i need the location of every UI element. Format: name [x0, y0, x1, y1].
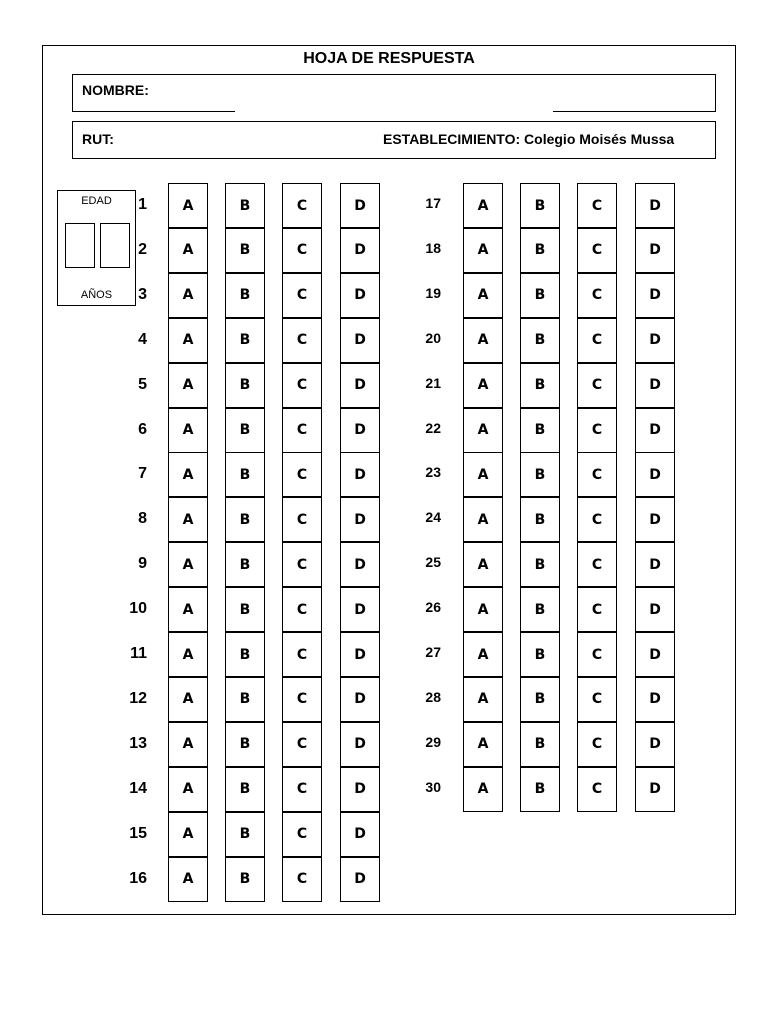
question-number-7: 7	[138, 465, 147, 483]
question-number-24: 24	[425, 509, 441, 526]
answer-option-28-c[interactable]: C	[577, 677, 617, 722]
question-number-14: 14	[129, 779, 147, 797]
answer-option-7-d[interactable]: D	[340, 452, 380, 497]
answer-option-7-c[interactable]: C	[282, 452, 322, 497]
answer-option-9-a[interactable]: A	[168, 542, 208, 587]
answer-option-16-a[interactable]: A	[168, 857, 208, 902]
age-top-label: EDAD	[81, 195, 112, 207]
question-number-22: 22	[425, 419, 441, 436]
answer-option-13-c[interactable]: C	[282, 722, 322, 767]
answer-option-11-c[interactable]: C	[282, 632, 322, 677]
answer-option-1-c[interactable]: C	[282, 183, 322, 228]
answer-option-6-c[interactable]: C	[282, 408, 322, 453]
answer-option-16-c[interactable]: C	[282, 857, 322, 902]
question-number-15: 15	[129, 824, 147, 842]
question-number-6: 6	[138, 420, 147, 438]
name-label: NOMBRE:	[82, 82, 149, 98]
rut-label: RUT:	[82, 131, 114, 147]
answer-option-13-b[interactable]: B	[225, 722, 265, 767]
answer-option-23-c[interactable]: C	[577, 452, 617, 497]
answer-option-5-c[interactable]: C	[282, 363, 322, 408]
answer-option-24-b[interactable]: B	[520, 497, 560, 542]
answer-option-24-a[interactable]: A	[463, 497, 503, 542]
answer-option-11-b[interactable]: B	[225, 632, 265, 677]
answer-option-23-a[interactable]: A	[463, 452, 503, 497]
answer-option-8-c[interactable]: C	[282, 497, 322, 542]
question-number-13: 13	[129, 734, 147, 752]
answer-option-28-a[interactable]: A	[463, 677, 503, 722]
answer-option-14-a[interactable]: A	[168, 767, 208, 812]
answer-option-1-b[interactable]: B	[225, 183, 265, 228]
answer-option-2-d[interactable]: D	[340, 228, 380, 273]
answer-option-29-b[interactable]: B	[520, 722, 560, 767]
question-number-26: 26	[425, 599, 441, 616]
answer-option-6-b[interactable]: B	[225, 408, 265, 453]
question-number-9: 9	[138, 555, 147, 573]
answer-option-2-b[interactable]: B	[225, 228, 265, 273]
answer-option-20-a[interactable]: A	[463, 318, 503, 363]
answer-option-21-c[interactable]: C	[577, 363, 617, 408]
answer-option-25-a[interactable]: A	[463, 542, 503, 587]
answer-option-26-b[interactable]: B	[520, 587, 560, 632]
answer-option-19-a[interactable]: A	[463, 273, 503, 318]
answer-option-25-d[interactable]: D	[635, 542, 675, 587]
answer-option-21-d[interactable]: D	[635, 363, 675, 408]
answer-option-17-d[interactable]: D	[635, 183, 675, 228]
answer-option-14-b[interactable]: B	[225, 767, 265, 812]
answer-option-18-a[interactable]: A	[463, 228, 503, 273]
question-number-11: 11	[130, 645, 147, 662]
answer-option-3-c[interactable]: C	[282, 273, 322, 318]
answer-option-10-d[interactable]: D	[340, 587, 380, 632]
answer-option-29-c[interactable]: C	[577, 722, 617, 767]
answer-option-17-c[interactable]: C	[577, 183, 617, 228]
question-number-3: 3	[138, 285, 147, 303]
question-number-8: 8	[138, 510, 147, 528]
answer-option-24-c[interactable]: C	[577, 497, 617, 542]
answer-option-11-d[interactable]: D	[340, 632, 380, 677]
answer-option-4-c[interactable]: C	[282, 318, 322, 363]
answer-option-27-b[interactable]: B	[520, 632, 560, 677]
answer-option-14-c[interactable]: C	[282, 767, 322, 812]
answer-option-2-c[interactable]: C	[282, 228, 322, 273]
answer-option-1-a[interactable]: A	[168, 183, 208, 228]
name-field[interactable]	[72, 74, 716, 112]
answer-option-5-a[interactable]: A	[168, 363, 208, 408]
question-number-12: 12	[129, 689, 147, 707]
answer-option-17-b[interactable]: B	[520, 183, 560, 228]
answer-option-15-b[interactable]: B	[225, 812, 265, 857]
answer-option-25-b[interactable]: B	[520, 542, 560, 587]
answer-option-25-c[interactable]: C	[577, 542, 617, 587]
answer-option-18-d[interactable]: D	[635, 228, 675, 273]
answer-option-3-d[interactable]: D	[340, 273, 380, 318]
question-number-1: 1	[138, 196, 147, 213]
question-number-27: 27	[425, 644, 441, 660]
answer-option-21-a[interactable]: A	[463, 363, 503, 408]
question-number-17: 17	[425, 195, 441, 211]
question-number-10: 10	[129, 600, 147, 618]
answer-option-14-d[interactable]: D	[340, 767, 380, 812]
answer-option-3-b[interactable]: B	[225, 273, 265, 318]
answer-option-9-c[interactable]: C	[282, 542, 322, 587]
answer-option-28-d[interactable]: D	[635, 677, 675, 722]
answer-option-7-b[interactable]: B	[225, 452, 265, 497]
answer-option-23-d[interactable]: D	[635, 452, 675, 497]
answer-option-4-d[interactable]: D	[340, 318, 380, 363]
answer-option-2-a[interactable]: A	[168, 228, 208, 273]
question-number-21: 21	[425, 374, 441, 391]
answer-option-12-b[interactable]: B	[225, 677, 265, 722]
question-number-5: 5	[138, 375, 147, 393]
answer-option-13-d[interactable]: D	[340, 722, 380, 767]
answer-option-16-b[interactable]: B	[225, 857, 265, 902]
answer-option-5-b[interactable]: B	[225, 363, 265, 408]
answer-option-13-a[interactable]: A	[168, 722, 208, 767]
answer-option-19-c[interactable]: C	[577, 273, 617, 318]
answer-option-12-d[interactable]: D	[340, 677, 380, 722]
answer-option-11-a[interactable]: A	[168, 632, 208, 677]
answer-option-22-c[interactable]: C	[577, 408, 617, 453]
answer-option-4-a[interactable]: A	[168, 318, 208, 363]
question-number-28: 28	[425, 688, 441, 705]
answer-option-27-d[interactable]: D	[635, 632, 675, 677]
answer-option-3-a[interactable]: A	[168, 273, 208, 318]
answer-option-29-d[interactable]: D	[635, 722, 675, 767]
answer-option-12-c[interactable]: C	[282, 677, 322, 722]
answer-option-22-a[interactable]: A	[463, 408, 503, 453]
question-number-23: 23	[425, 464, 441, 481]
answer-option-19-b[interactable]: B	[520, 273, 560, 318]
answer-option-23-b[interactable]: B	[520, 452, 560, 497]
answer-option-8-a[interactable]: A	[168, 497, 208, 542]
answer-option-1-d[interactable]: D	[340, 183, 380, 228]
answer-option-27-c[interactable]: C	[577, 632, 617, 677]
answer-option-30-a[interactable]: A	[463, 767, 503, 812]
question-number-30: 30	[425, 778, 441, 795]
answer-option-29-a[interactable]: A	[463, 722, 503, 767]
answer-option-26-a[interactable]: A	[463, 587, 503, 632]
answer-option-16-d[interactable]: D	[340, 857, 380, 902]
answer-option-30-c[interactable]: C	[577, 767, 617, 812]
school-label: ESTABLECIMIENTO: Colegio Moisés Mussa	[383, 131, 675, 147]
answer-option-8-b[interactable]: B	[225, 497, 265, 542]
answer-option-24-d[interactable]: D	[635, 497, 675, 542]
answer-option-30-b[interactable]: B	[520, 767, 560, 812]
answer-option-20-b[interactable]: B	[520, 318, 560, 363]
page-title: HOJA DE RESPUESTA	[303, 50, 475, 67]
answer-option-15-c[interactable]: C	[282, 812, 322, 857]
answer-option-27-a[interactable]: A	[463, 632, 503, 677]
question-number-2: 2	[138, 240, 147, 258]
question-number-19: 19	[425, 284, 441, 301]
answer-option-20-d[interactable]: D	[635, 318, 675, 363]
answer-option-10-c[interactable]: C	[282, 587, 322, 632]
answer-option-7-a[interactable]: A	[168, 452, 208, 497]
answer-option-19-d[interactable]: D	[635, 273, 675, 318]
answer-option-22-b[interactable]: B	[520, 408, 560, 453]
answer-option-17-a[interactable]: A	[463, 183, 503, 228]
question-number-16: 16	[129, 869, 147, 887]
age-bottom-label: AÑOS	[80, 289, 113, 301]
answer-option-12-a[interactable]: A	[168, 677, 208, 722]
answer-option-8-d[interactable]: D	[340, 497, 380, 542]
answer-option-15-a[interactable]: A	[168, 812, 208, 857]
answer-option-9-d[interactable]: D	[340, 542, 380, 587]
answer-option-21-b[interactable]: B	[520, 363, 560, 408]
question-number-20: 20	[425, 329, 441, 346]
age-digit-1[interactable]	[65, 223, 95, 268]
question-number-4: 4	[138, 330, 147, 348]
name-underline-gap	[235, 111, 553, 112]
answer-option-4-b[interactable]: B	[225, 318, 265, 363]
answer-option-5-d[interactable]: D	[340, 363, 380, 408]
answer-option-18-b[interactable]: B	[520, 228, 560, 273]
answer-option-30-d[interactable]: D	[635, 767, 675, 812]
question-number-29: 29	[425, 733, 441, 750]
answer-option-15-d[interactable]: D	[340, 812, 380, 857]
answer-option-9-b[interactable]: B	[225, 542, 265, 587]
question-number-25: 25	[425, 554, 441, 571]
answer-option-10-b[interactable]: B	[225, 587, 265, 632]
answer-option-26-d[interactable]: D	[635, 587, 675, 632]
answer-option-20-c[interactable]: C	[577, 318, 617, 363]
answer-option-6-d[interactable]: D	[340, 408, 380, 453]
answer-option-18-c[interactable]: C	[577, 228, 617, 273]
question-number-18: 18	[425, 239, 441, 256]
answer-option-6-a[interactable]: A	[168, 408, 208, 453]
answer-option-10-a[interactable]: A	[168, 587, 208, 632]
answer-option-26-c[interactable]: C	[577, 587, 617, 632]
answer-option-28-b[interactable]: B	[520, 677, 560, 722]
answer-option-22-d[interactable]: D	[635, 408, 675, 453]
